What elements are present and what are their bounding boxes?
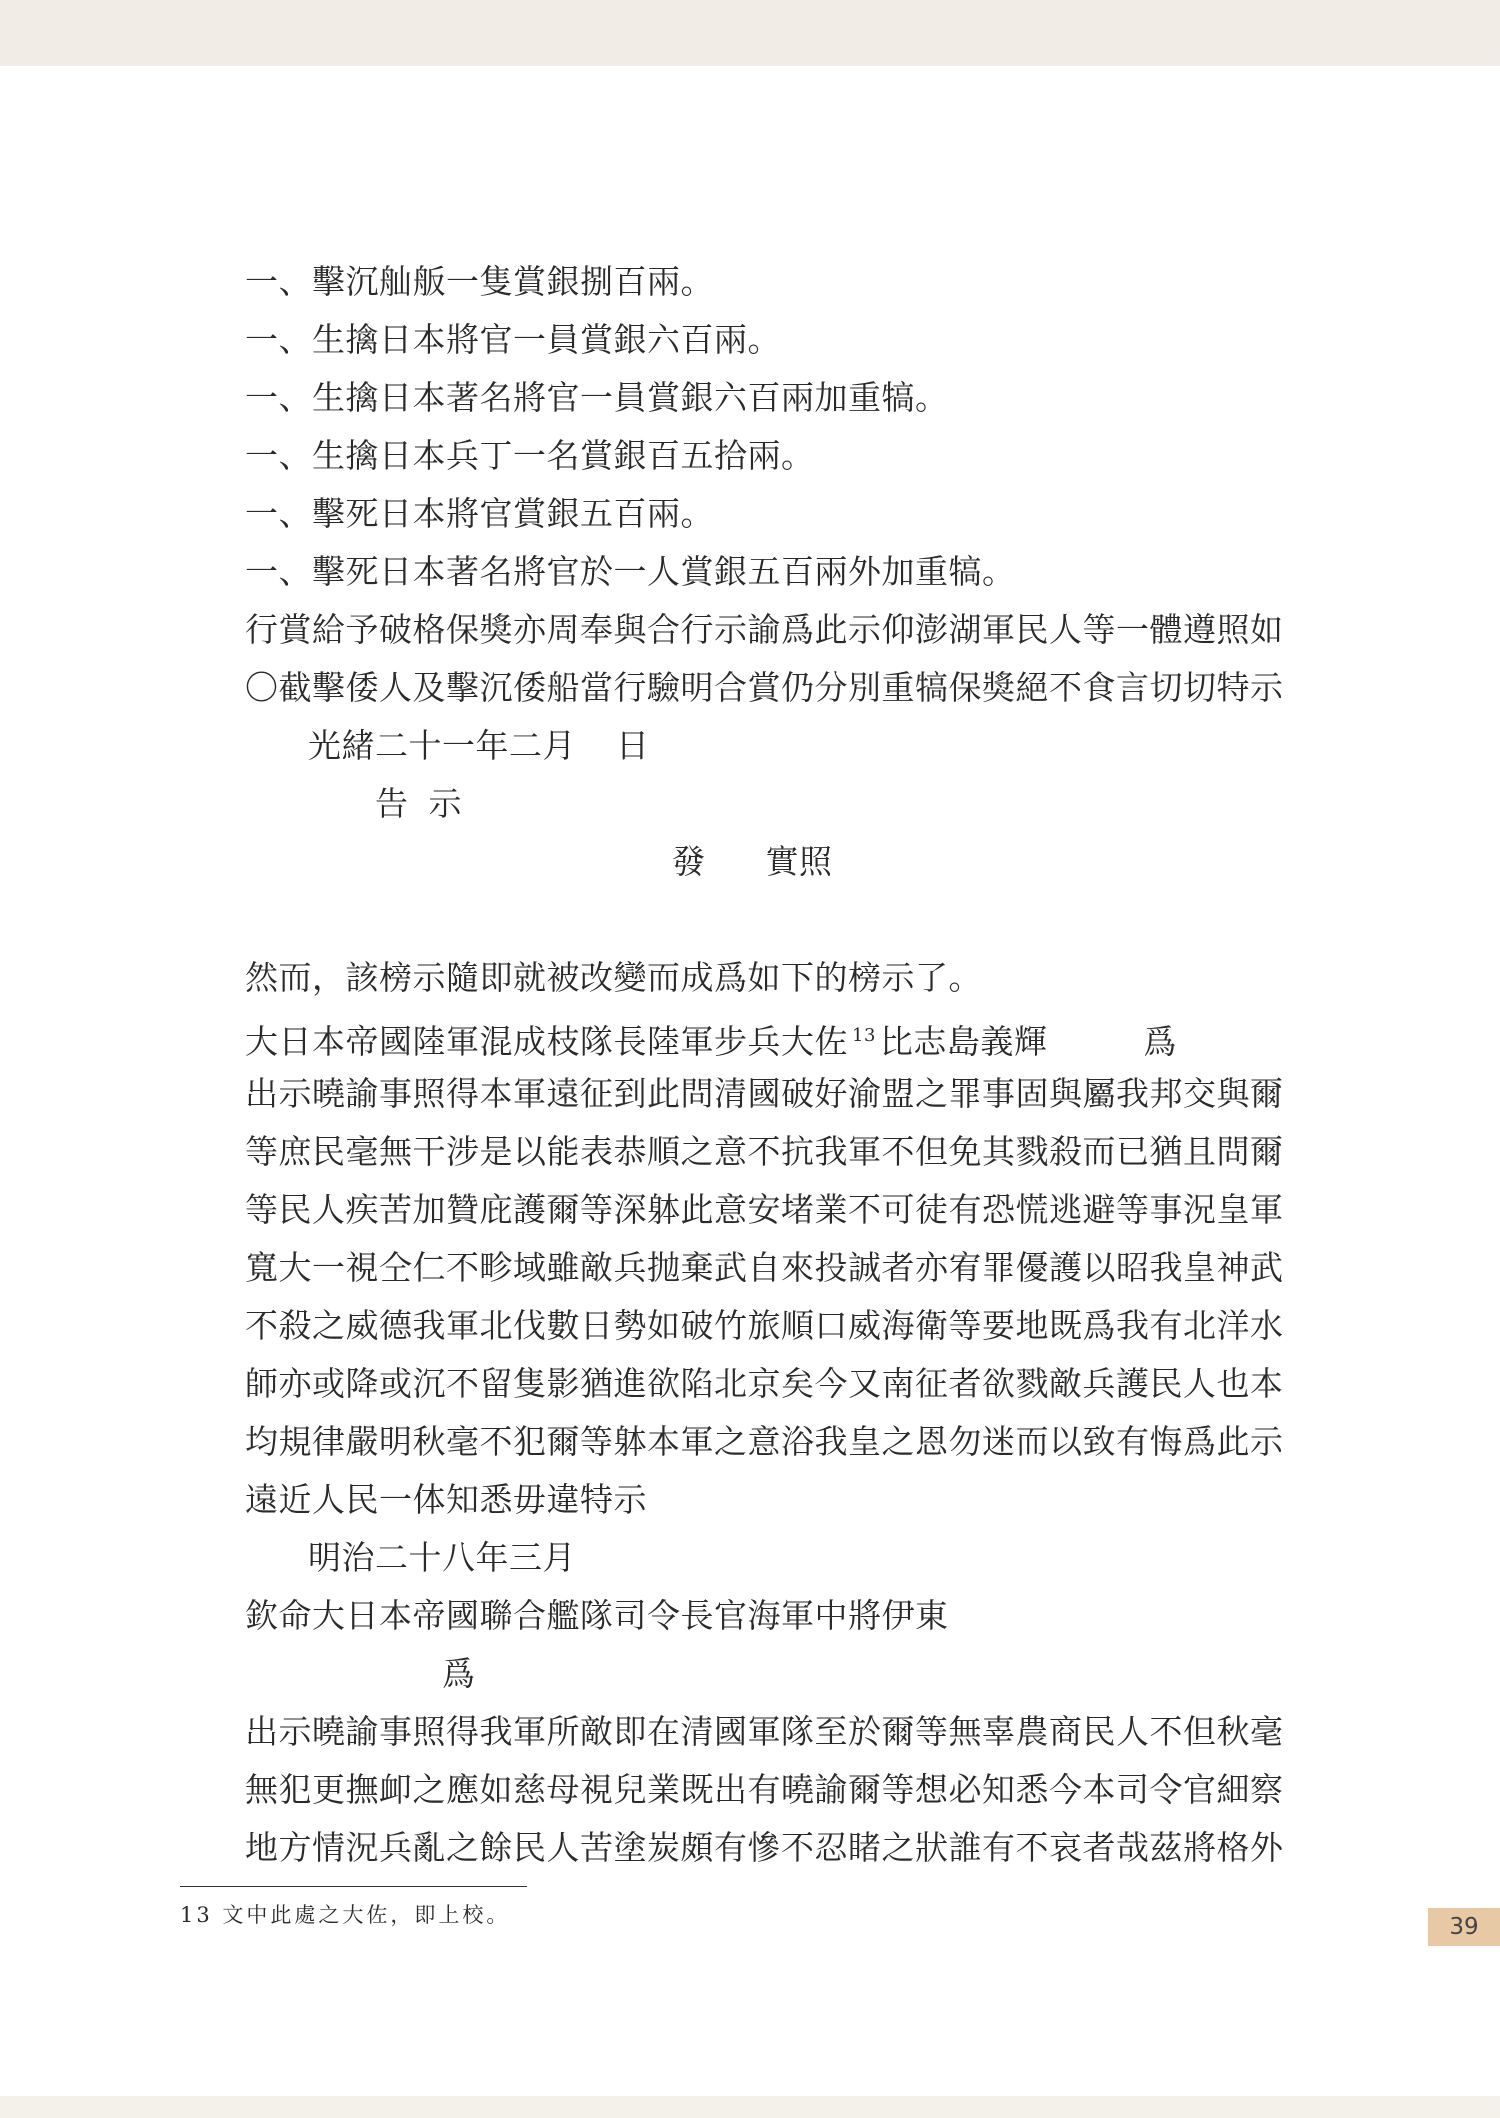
proclamation2-line-5: 不殺之威德我軍北伐數日勢如破竹旅順口威海衛等要地既爲我有北洋水 [245, 1306, 1284, 1345]
proclamation1-date-text: 光緒二十一年二月 [308, 726, 576, 765]
page-bottom-band [0, 2096, 1500, 2118]
narrative-paragraph: 然而，該榜示隨即就被改變而成爲如下的榜示了。 [245, 958, 982, 997]
page-number: 39 [1428, 1908, 1500, 1946]
reward-item-4: 一、生擒日本兵丁一名賞銀百五拾兩。 [245, 436, 815, 475]
proclamation1-issue [672, 842, 833, 882]
proclamation2-date: 明治二十八年三月 [308, 1538, 576, 1577]
footnote-divider [180, 1886, 527, 1887]
reward-item-3: 一、生擒日本著名將官一員賞銀六百兩加重犒。 [245, 378, 949, 417]
proclamation1-date-day: 日 [616, 726, 650, 765]
footnote-ref: 13 [852, 1025, 876, 1046]
proclamation2-wei: 爲 [1143, 1022, 1177, 1061]
footnote-13: 13 文中此處之大佐，即上校。 [180, 1903, 511, 1927]
proclamation2-line-4: 寬大一視仝仁不畛域雖敵兵抛棄武自來投誠者亦宥罪優護以昭我皇神武 [245, 1248, 1284, 1287]
reward-item-6: 一、擊死日本著名將官於一人賞銀五百兩外加重犒。 [245, 552, 1016, 591]
proclamation2-issuer-name: 比志島義輝 [879, 1022, 1048, 1061]
proclamation2-line-8: 遠近人民一体知悉毋違特示 [245, 1480, 647, 1519]
proclamation3-wei: 爲 [442, 1654, 476, 1693]
proclamation2-line-1: 出示曉諭事照得本軍遠征到此問清國破好渝盟之罪事固與屬我邦交與爾 [245, 1074, 1284, 1113]
proclamation2-line-2: 等庶民毫無干涉是以能表恭順之意不抗我軍不但免其戮殺而已猶且問爾 [245, 1132, 1284, 1171]
notice-char-b: 示 [428, 784, 462, 823]
proclamation2-issuer [245, 1016, 1177, 1062]
proclamation2-line-3: 等民人疾苦加贊庇護爾等深躰此意安堵業不可徒有恐慌逃避等事況皇軍 [245, 1190, 1284, 1229]
proclamation1-line-1: 行賞給予破格保獎亦周奉與合行示諭爲此示仰澎湖軍民人等一體遵照如 [245, 610, 1284, 649]
proclamation3-issuer: 欽命大日本帝國聯合艦隊司令長官海軍中將伊東 [245, 1596, 949, 1635]
proclamation1-date [308, 726, 650, 766]
issue-char-b: 實照 [765, 842, 833, 881]
proclamation2-line-7: 均規律嚴明秋毫不犯爾等躰本軍之意浴我皇之恩勿迷而以致有悔爲此示 [245, 1422, 1284, 1461]
proclamation3-line-3: 地方情況兵亂之餘民人苦塗炭頗有慘不忍睹之狀誰有不哀者哉茲將格外 [245, 1828, 1284, 1867]
proclamation2-line-6: 師亦或降或沉不留隻影猶進欲陷北京矣今又南征者欲戮敵兵護民人也本 [245, 1364, 1284, 1403]
proclamation1-notice [375, 784, 462, 824]
proclamation3-line-2: 無犯更撫卹之應如慈母視兒業既出有曉諭爾等想必知悉今本司令官細察 [245, 1770, 1284, 1809]
proclamation2-issuer-text: 大日本帝國陸軍混成枝隊長陸軍步兵大佐 [245, 1022, 848, 1061]
reward-item-5: 一、擊死日本將官賞銀五百兩。 [245, 494, 714, 533]
reward-item-2: 一、生擒日本將官一員賞銀六百兩。 [245, 320, 781, 359]
proclamation1-line-2: 〇截擊倭人及擊沉倭船當行驗明合賞仍分別重犒保獎絕不食言切切特示 [245, 668, 1284, 707]
notice-char-a: 告 [375, 784, 409, 823]
proclamation3-line-1: 出示曉諭事照得我軍所敵即在清國軍隊至於爾等無辜農商民人不但秋毫 [245, 1712, 1284, 1751]
reward-item-1: 一、擊沉舢舨一隻賞銀捌百兩。 [245, 262, 714, 301]
issue-char-a: 發 [672, 842, 706, 881]
